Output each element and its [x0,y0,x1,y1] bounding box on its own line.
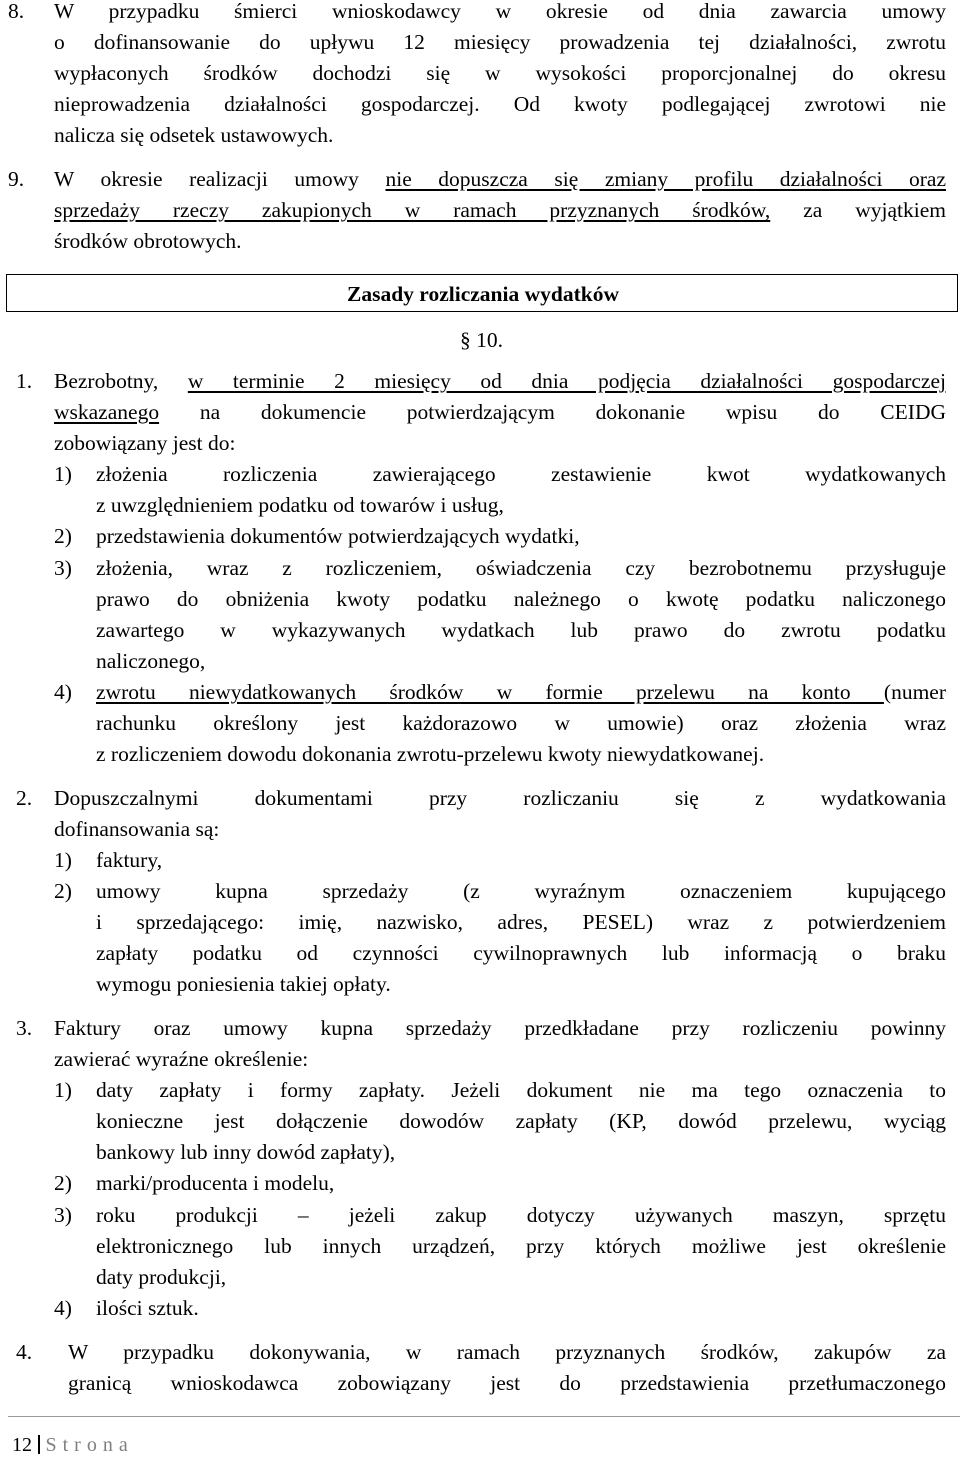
text-line: zawierać wyraźne określenie: [54,1047,309,1071]
subitem-number: 1) [54,462,72,486]
item-number: 8. [8,0,25,23]
subitem-number: 1) [54,848,72,872]
footer-divider [8,1416,960,1417]
text-line: złożenia rozliczenia zawierającego zestawienie kwot wydatkowanych [96,462,946,486]
subitem-number: 4) [54,680,72,704]
subitem-number: 4) [54,1296,72,1320]
text-line: W przypadku śmierci wnioskodawcy w okresie od dnia zawarcia umowy [54,0,946,23]
text-line: z rozliczeniem dowodu dokonania zwrotu-przelewu kwoty niewydatkowanej. [96,742,765,766]
text-span: za wyjątkiem [770,198,946,222]
item-number: 9. [8,167,25,191]
text-span: W okresie realizacji umowy [54,167,386,191]
text-line: Dopuszczalnymi dokumentami przy rozliczaniu się z wydatkowania [54,786,946,810]
text-line: umowy kupna sprzedaży (z wyraźnym oznaczeniem kupującego [96,879,946,903]
section-title: Zasady rozliczania wydatków [347,282,619,306]
item-number: 1. [16,369,33,393]
text-line: zawartego w wykazywanych wydatkach lub prawo do zwrotu podatku [96,618,946,642]
text-line: z uwzględnieniem podatku od towarów i usług, [96,493,504,517]
text-line: ilości sztuk. [96,1296,199,1320]
text-line: konieczne jest dołączenie dowodów zapłaty (KP, dowód przelewu, wyciąg [96,1109,946,1133]
underlined-text: sprzedaży rzeczy zakupionych w ramach przyznanych środków, [54,198,771,222]
page-number: 12 [12,1434,32,1456]
text-line: roku produkcji – jeżeli zakup dotyczy używanych maszyn, sprzętu [96,1203,946,1227]
item-number: 2. [16,786,33,810]
section-heading-box [6,274,958,312]
page-footer [12,1432,134,1458]
text-line: złożenia, wraz z rozliczeniem, oświadczenia czy bezrobotnemu przysługuje [96,556,946,580]
text-line: daty produkcji, [96,1265,227,1289]
item-number: 3. [16,1016,33,1040]
subitem-number: 3) [54,1203,72,1227]
text-line: marki/producenta i modelu, [96,1171,335,1195]
paragraph-number-value: 10. [476,328,503,352]
text-line: o dofinansowanie do upływu 12 miesięcy prowadzenia tej działalności, zwrotu [54,30,946,54]
text-line: bankowy lub inny dowód zapłaty), [96,1140,396,1164]
text-line: wymogu poniesienia takiej opłaty. [96,972,391,996]
subitem-number: 3) [54,556,72,580]
text-line: naliczonego, [96,649,206,673]
text-line: rachunku określony jest każdorazowo w umowie) oraz złożenia wraz [96,711,946,735]
subitem-number: 1) [54,1078,72,1102]
text-line: wypłaconych środków dochodzi się w wysokości proporcjonalnej do okresu [54,61,946,85]
text-line: granicą wnioskodawca zobowiązany jest do przedstawienia przetłumaczonego [68,1371,946,1395]
text-line: prawo do obniżenia kwoty podatku należnego o kwotę podatku naliczonego [96,587,946,611]
underlined-text: wskazanego [54,400,160,424]
page-label: Strona [45,1434,134,1456]
text-line: dofinansowania są: [54,817,220,841]
text-line: zobowiązany jest do: [54,431,236,455]
underlined-text: zwrotu niewydatkowanych środków w formie przelewu na konto [96,680,884,704]
text-line: nalicza się odsetek ustawowych. [54,123,334,147]
text-line: i sprzedającego: imię, nazwisko, adres, PESEL) wraz z potwierdzeniem [96,910,946,934]
text-line: Faktury oraz umowy kupna sprzedaży przedkładane przy rozliczeniu powinny [54,1016,946,1040]
text-line: nieprowadzenia działalności gospodarczej. Od kwoty podlegającej zwrotowi nie [54,92,946,116]
text-span: Bezrobotny, [54,369,188,393]
text-line [96,677,946,708]
subitem-number: 2) [54,524,72,548]
underlined-text: w terminie 2 miesięcy od dnia podjęcia działalności gospodarczej [187,369,946,393]
underlined-text: nie dopuszcza się zmiany profilu działalności oraz [385,167,946,191]
text-line [54,164,946,195]
subitem-number: 2) [54,1171,72,1195]
text-line [54,195,946,226]
text-span: na dokumencie potwierdzającym dokonanie wpisu do CEIDG [159,400,946,424]
paragraph-number [460,325,503,356]
text-line: elektronicznego lub innych urządzeń, przy których możliwe jest określenie [96,1234,946,1258]
text-line: faktury, [96,848,163,872]
text-line [54,397,946,428]
text-line: środków obrotowych. [54,229,242,253]
text-line: daty zapłaty i formy zapłaty. Jeżeli dokument nie ma tego oznaczenia to [96,1078,946,1102]
text-line: W przypadku dokonywania, w ramach przyznanych środków, zakupów za [68,1340,946,1364]
subitem-number: 2) [54,879,72,903]
footer-separator [38,1435,40,1454]
text-span: (numer [883,680,946,704]
paragraph-symbol: § [460,328,477,352]
text-line: zapłaty podatku od czynności cywilnoprawnych lub informacją o braku [96,941,946,965]
item-number: 4. [16,1340,33,1364]
text-line: przedstawienia dokumentów potwierdzających wydatki, [96,524,580,548]
text-line [54,366,946,397]
